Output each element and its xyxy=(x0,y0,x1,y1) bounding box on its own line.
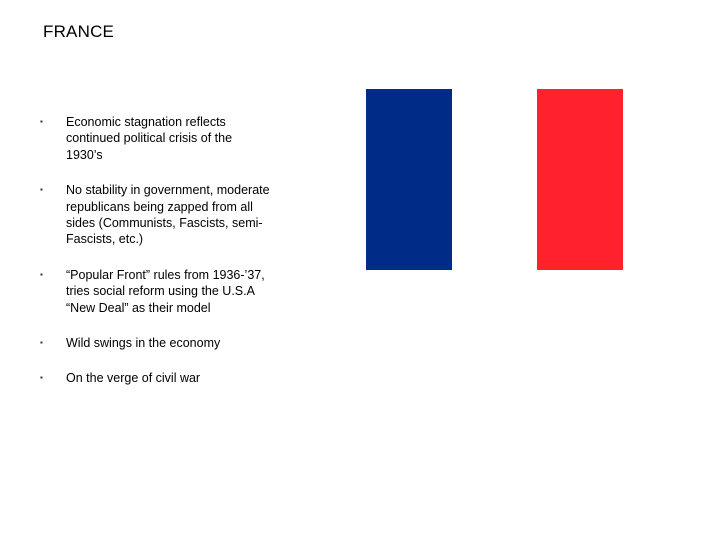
bullet-marker-icon: ▪ xyxy=(40,338,43,348)
bullet-marker-icon: ▪ xyxy=(40,117,43,126)
bullet-item xyxy=(40,114,270,163)
bullet-item xyxy=(40,370,270,386)
bullet-text: “Popular Front” rules from 1936-’37, tries social reform using the U.S.A “New Deal” as their model xyxy=(66,267,265,315)
flag-blue-stripe xyxy=(366,89,452,270)
slide-title: FRANCE xyxy=(43,22,115,41)
bullet-marker-icon: ▪ xyxy=(40,269,43,279)
flag-white-stripe xyxy=(452,89,537,270)
bullet-text: On the verge of civil war xyxy=(66,371,201,386)
bullet-item xyxy=(40,335,270,351)
bullet-item xyxy=(40,182,270,248)
bullet-marker-icon: ▪ xyxy=(40,185,43,195)
bullet-text: Wild swings in the economy xyxy=(66,336,221,351)
bullet-item xyxy=(40,267,270,316)
flag-red-stripe xyxy=(537,89,623,270)
bullet-marker-icon: ▪ xyxy=(40,373,43,383)
bullet-list xyxy=(40,114,270,406)
bullet-text: Economic stagnation reflects continued political crisis of the 1930’s xyxy=(66,115,233,162)
bullet-text: No stability in government, moderate republicans being zapped from all sides (Communists, Fascists, semi-Fascists, etc.) xyxy=(66,183,270,247)
